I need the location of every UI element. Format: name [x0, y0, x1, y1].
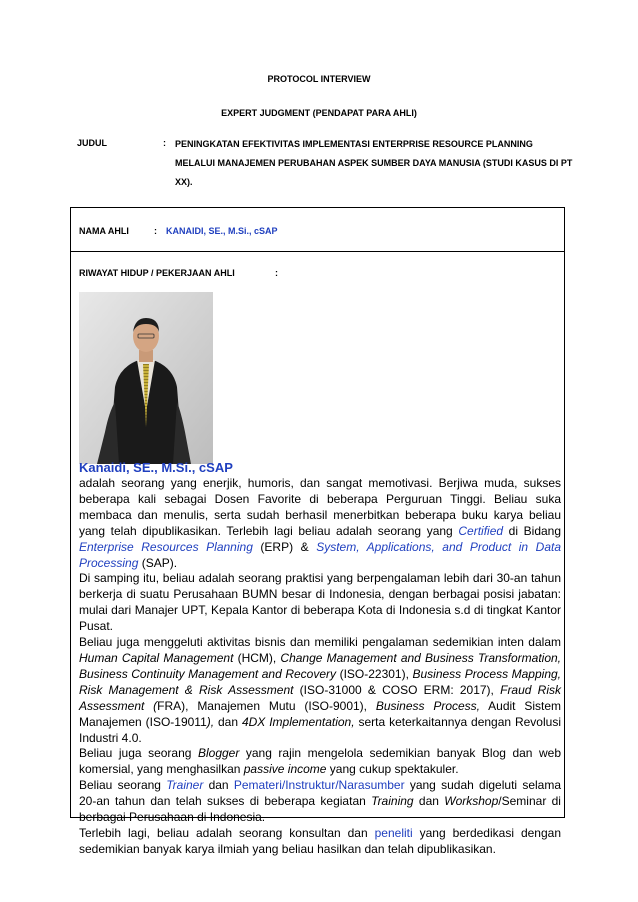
- riwayat-colon: :: [275, 268, 278, 278]
- expert-info-box: [70, 207, 565, 856]
- bio-paragraph: Beliau juga menggeluti aktivitas bisnis dan memiliki pengalaman sedemikian inten dalam Human Capital Management (HCM), Change Management and Business Transformation, Business Continuity Management and Recovery (ISO-22301), Business Process Mapping, Risk Management & Risk Assessment (ISO-31000 & COSO ERM: 2017), Fraud Risk Assessment (FRA), Manajemen Mutu (ISO-9001), Business Process, Audit Sistem Manajemen (ISO-19011), dan 4DX Implementation, serta keterkaitannya dengan Revolusi Industri 4.0.: [79, 635, 562, 745]
- judul-text: PENINGKATAN EFEKTIVITAS IMPLEMENTASI ENTERPRISE RESOURCE PLANNING MELALUI MANAJEMEN PERUBAHAN ASPEK SUMBER DAYA MANUSIA (STUDI KASUS DI PT XX).: [175, 139, 573, 187]
- judul-colon: :: [163, 138, 166, 148]
- bio-paragraph: adalah seorang yang enerjik, humoris, dan sangat memotivasi. Berjiwa muda, sukses beberapa kali sebagai Dosen Favorite di beberapa Perguruan Tinggi. Beliau suka membaca dan menulis, serta sudah berhasil menerbitkan beberapa buku karya beliau yang telah dipublikasikan. Terlebih lagi beliau adalah seorang yang Certified di Bidang Enterprise Resources Planning (ERP) & System, Applications, and Product in Data Processing (SAP).: [79, 476, 562, 570]
- nama-label: NAMA AHLI: [79, 226, 129, 236]
- document-subtitle: EXPERT JUDGMENT (PENDAPAT PARA AHLI): [221, 108, 417, 118]
- judul-label: JUDUL: [77, 138, 108, 148]
- bio-paragraph: Beliau seorang Trainer dan Pemateri/Instruktur/Narasumber yang sudah digeluti selama 20-an tahun dan telah sukses di beberapa kegiatan Training dan Workshop/Seminar di berbagai Perusahaan di Indonesia.: [79, 778, 561, 825]
- bio-paragraph: Di samping itu, beliau adalah seorang praktisi yang berpengalaman lebih dari 30-an tahun berkerja di suatu Perusahaan BUMN besar di Indonesia, dengan berbagai posisi jabatan: mulai dari Manajer UPT, Kepala Kantor di beberapa Kota di Indonesia s.d di tingkat Kantor Pusat.: [79, 571, 561, 634]
- expert-portrait-photo: [79, 292, 213, 464]
- document-title: PROTOCOL INTERVIEW: [267, 74, 371, 84]
- expert-name-heading: Kanaidi, SE., M.Si., cSAP: [79, 460, 233, 475]
- riwayat-label: RIWAYAT HIDUP / PEKERJAAN AHLI: [79, 268, 235, 278]
- nama-colon: :: [154, 226, 157, 236]
- expert-biography: [79, 476, 561, 858]
- bio-paragraph: Beliau juga seorang Blogger yang rajin mengelola sedemikian banyak Blog dan web komersial, yang menghasilkan passive income yang cukup spektakuler.: [79, 746, 561, 777]
- bio-paragraph: Terlebih lagi, beliau adalah seorang konsultan dan peneliti yang berdedikasi dengan sedemikian banyak karya ilmiah yang beliau hasilkan dan telah dipublikasikan.: [79, 825, 561, 856]
- nama-value: KANAIDI, SE., M.Si., cSAP: [166, 226, 278, 236]
- nama-row: [71, 208, 564, 252]
